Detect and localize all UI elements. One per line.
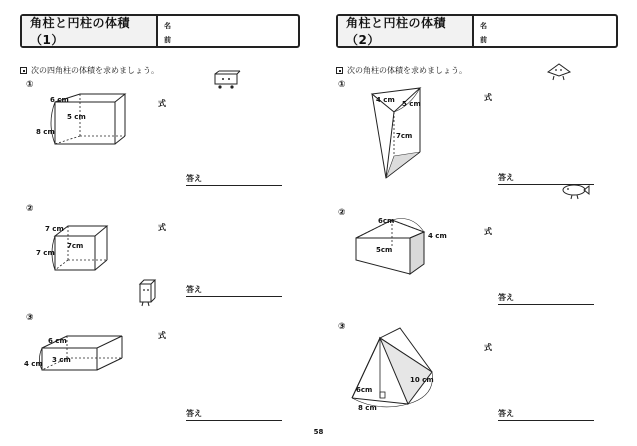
answer-field[interactable]: 答え — [186, 408, 282, 421]
triangular-prism-figure-2 — [352, 212, 452, 278]
label-10cm: 10 cm — [410, 376, 434, 384]
cart-mascot-icon — [212, 70, 242, 90]
left-worksheet — [0, 0, 318, 446]
right-worksheet — [318, 0, 636, 446]
name-line — [490, 46, 610, 47]
formula-label: 式 — [484, 227, 492, 236]
name-label-2: 前 — [480, 36, 487, 44]
label-5cm: 5cm — [376, 246, 393, 254]
label-7cm-depth: 7cm — [67, 242, 84, 250]
label-4cm: 4 cm — [376, 96, 395, 104]
label-8cm: 8 cm — [358, 404, 377, 412]
checkbox-icon — [336, 67, 343, 74]
problem-3-number: ③ — [26, 313, 34, 323]
label-4cm: 4 cm — [428, 232, 447, 240]
formula-label: 式 — [484, 343, 492, 352]
label-7cm-top: 7 cm — [45, 225, 64, 233]
formula-label: 式 — [484, 93, 492, 102]
worksheet-title: 角柱と円柱の体積（2） — [338, 16, 474, 46]
label-7cm-side: 7 cm — [36, 249, 55, 257]
triangular-prism-figure-3 — [348, 326, 458, 414]
label-5cm: 5 cm — [402, 100, 421, 108]
answer-field[interactable]: 答え — [186, 173, 282, 186]
label-5cm: 5 cm — [67, 113, 86, 121]
worksheet-title: 角柱と円柱の体積（1） — [22, 16, 158, 46]
page-number: 58 — [313, 428, 324, 436]
checkbox-icon — [20, 67, 27, 74]
label-7cm: 7cm — [396, 132, 413, 140]
answer-field[interactable]: 答え — [498, 408, 594, 421]
instruction-text: 次の角柱の体積を求めましょう。 — [347, 66, 467, 75]
instruction — [336, 65, 467, 76]
label-6cm: 6 cm — [50, 96, 69, 104]
answer-field[interactable]: 答え — [186, 284, 282, 297]
label-4cm: 4 cm — [24, 360, 43, 368]
label-6cm: 6 cm — [48, 337, 67, 345]
answer-field[interactable]: 答え — [498, 292, 594, 305]
label-3cm: 3 cm — [52, 356, 71, 364]
name-line — [174, 46, 292, 47]
worksheet-header — [336, 14, 618, 48]
triangle-mascot-icon — [546, 62, 572, 82]
box-mascot-icon — [136, 278, 158, 308]
label-8cm: 8 cm — [36, 128, 55, 136]
name-field[interactable] — [480, 18, 610, 44]
worksheet-header — [20, 14, 300, 48]
name-label: 名 — [480, 22, 487, 30]
triangular-prism-figure-1 — [364, 80, 434, 184]
problem-2-number: ② — [338, 208, 346, 218]
problem-3-number: ③ — [338, 322, 346, 332]
name-label: 名 — [164, 22, 171, 30]
fish-mascot-icon — [560, 182, 590, 200]
label-6cm: 6cm — [378, 217, 395, 225]
instruction-text: 次の四角柱の体積を求めましょう。 — [31, 66, 159, 75]
formula-label: 式 — [158, 99, 166, 108]
label-6cm: 6cm — [356, 386, 373, 394]
prism-figure-3 — [22, 328, 132, 378]
answer-field[interactable]: 答え — [498, 172, 594, 185]
cube-figure-2 — [30, 220, 120, 280]
name-label-2: 前 — [164, 36, 171, 44]
problem-1-number: ① — [26, 80, 34, 90]
formula-label: 式 — [158, 223, 166, 232]
name-field[interactable] — [164, 18, 292, 44]
problem-1-number: ① — [338, 80, 346, 90]
problem-2-number: ② — [26, 204, 34, 214]
prism-figure-1 — [30, 92, 130, 162]
instruction — [20, 65, 159, 76]
formula-label: 式 — [158, 331, 166, 340]
